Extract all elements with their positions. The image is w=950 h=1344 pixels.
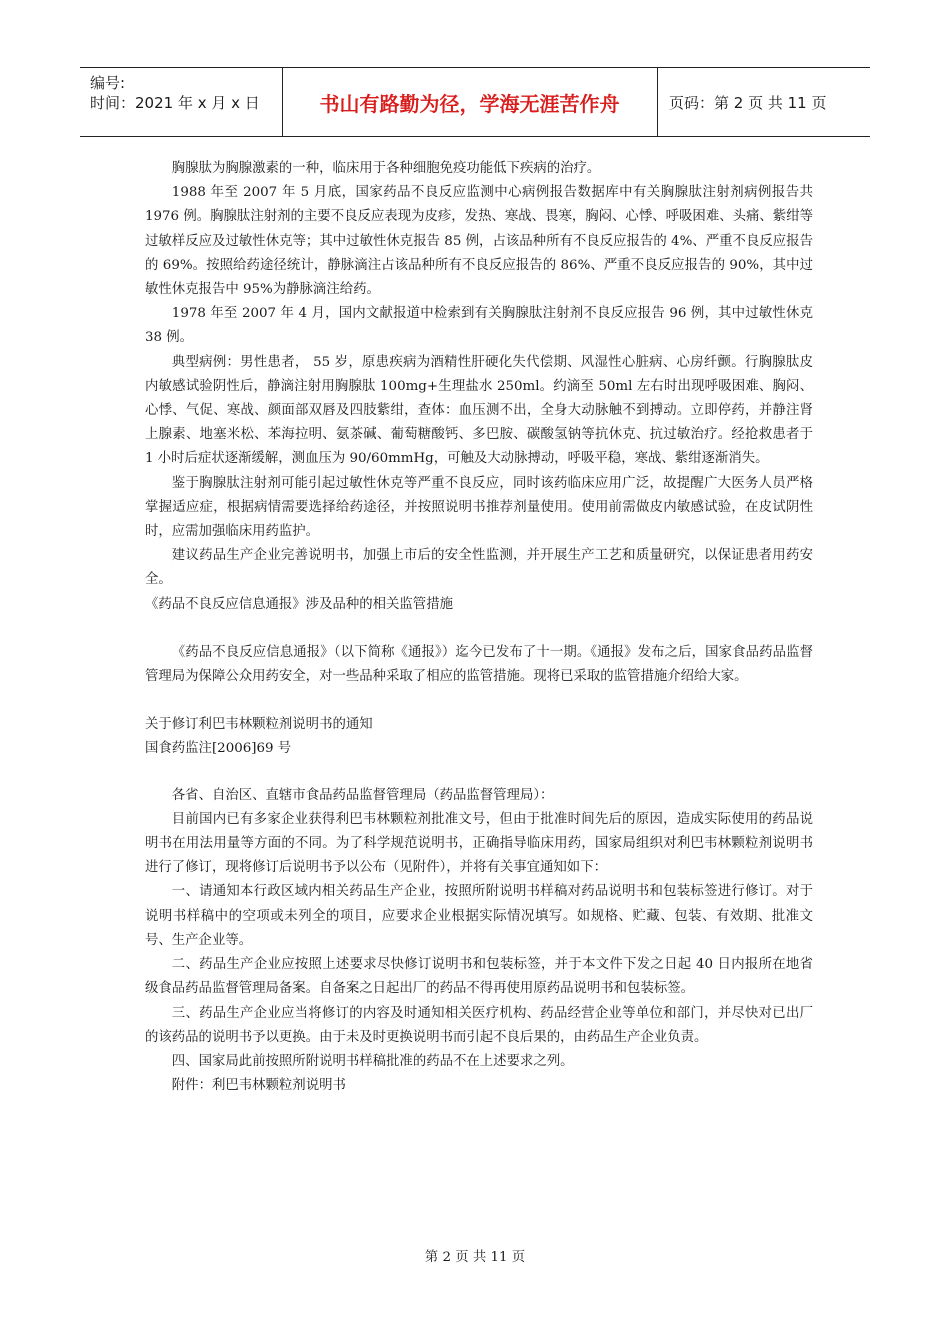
paragraph: 1978 年至 2007 年 4 月，国内文献报道中检索到有关胸腺肽注射剂不良反应报告 96 例，其中过敏性休克 38 例。 xyxy=(145,306,813,346)
page-header xyxy=(80,67,870,137)
header-meta xyxy=(80,68,283,136)
paragraph: 典型病例：男性患者， 55 岁，原患疾病为酒精性肝硬化失代偿期、风湿性心脏病、心房纤颤。行胸腺肽皮内敏感试验阴性后，静滴注射用胸腺肽 100mg+生理盐水 250ml。约滴至 50ml 左右时出现呼吸困难、胸闷、心悸、气促、寒战、颜面部双唇及四肢紫绀，查体：血压测不出，全身大动脉触不到搏动。立即停药，并静注肾上腺素、地塞米松、苯海拉明、氨茶碱、葡萄糖酸钙、多巴胺、碳酸氢钠等抗休克、抗过敏治疗。经抢救患者于 1 小时后症状逐渐缓解，测血压为 90/60mmHg，可触及大动脉搏动，呼吸平稳，寒战、紫绀逐渐消失。 xyxy=(145,354,813,467)
spacer xyxy=(145,689,813,713)
attachment-line: 附件：利巴韦林颗粒剂说明书 xyxy=(171,1078,346,1094)
intro-paragraph: 《药品不良反应信息通报》（以下简称《通报》）迄今已发布了十一期。《通报》发布之后，国家食品药品监督管理局为保障公众用药安全，对一些品种采取了相应的监管措施。现将已采取的监管措施介绍给大家。 xyxy=(145,644,813,685)
document-body xyxy=(145,157,813,1098)
header-motto: 书山有路勤为径，学海无涯苦作舟 xyxy=(282,68,658,136)
section-title: 《药品不良反应信息通报》涉及品种的相关监管措施 xyxy=(145,596,453,612)
notice-paragraph: 三、药品生产企业应当将修订的内容及时通知相关医疗机构、药品经营企业等单位和部门，并尽快对已出厂的该药品的说明书予以更换。由于未及时更换说明书而引起不良后果的，由药品生产企业负责。 xyxy=(145,1005,813,1045)
notice-paragraph: 一、请通知本行政区域内相关药品生产企业，按照所附说明书样稿对药品说明书和包装标签进行修订。对于说明书样稿中的空项或未列全的项目，应要求企业根据实际情况填写。如规格、贮藏、包装、有效期、批准文号、生产企业等。 xyxy=(145,884,813,948)
notice-title: 关于修订利巴韦林颗粒剂说明书的通知 xyxy=(145,717,373,733)
notice-paragraph: 目前国内已有多家企业获得利巴韦林颗粒剂批准文号，但由于批准时间先后的原因，造成实际使用的药品说明书在用法用量等方面的不同。为了科学规范说明书，正确指导临床用药，国家局组织对利巴韦林颗粒剂说明书进行了修订，现将修订后说明书予以公布（见附件），并将有关事宜通知如下： xyxy=(145,811,813,876)
paragraph: 1988 年至 2007 年 5 月底，国家药品不良反应监测中心病例报告数据库中有关胸腺肽注射剂病例报告共 1976 例。胸腺肽注射剂的主要不良反应表现为皮疹，发热、寒战、畏寒，胸闷、心悸、呼吸困难、头痛、紫绀等过敏样反应及过敏性休克等；其中过敏性休克报告 85 例，占该品种所有不良反应报告的 4%、严重不良反应报告的 69%。按照给药途径统计，静脉滴注占该品种所有不良反应报告的 86%、严重不良反应报告的 90%，其中过敏性休克报告中 95%为静脉滴注给药。 xyxy=(145,185,813,298)
notice-paragraph: 二、药品生产企业应按照上述要求尽快修订说明书和包装标签，并于本文件下发之日起 40 日内报所在地省级食品药品监督管理局备案。自备案之日起出厂的药品不得再使用原药品说明书和包装标签。 xyxy=(145,957,813,997)
spacer xyxy=(145,617,813,641)
code-label: 编号: xyxy=(90,74,126,92)
page-footer: 第 2 页 共 11 页 xyxy=(424,1250,526,1265)
paragraph: 鉴于胸腺肽注射剂可能引起过敏性休克等严重不良反应，同时该药临床应用广泛，故提醒广大医务人员严格掌握适应症，根据病情需要选择给药途径，并按照说明书推荐剂量使用。使用前需做皮内敏感试验，在皮试阴性时，应需加强临床用药监护。 xyxy=(145,475,813,540)
spacer xyxy=(145,762,813,784)
notice-paragraph: 四、国家局此前按照所附说明书样稿批准的药品不在上述要求之列。 xyxy=(171,1053,574,1069)
notice-number: 国食药监注[2006]69 号 xyxy=(145,741,292,757)
addressee: 各省、自治区、直辖市食品药品监督管理局（药品监督管理局）： xyxy=(171,787,554,803)
header-page-label: 页码：第 2 页 共 11 页 xyxy=(669,93,827,112)
paragraph: 建议药品生产企业完善说明书，加强上市后的安全性监测，并开展生产工艺和质量研究，以保证患者用药安全。 xyxy=(145,548,813,588)
time-label: 时间：2021 年 x 月 x 日 xyxy=(90,94,260,112)
paragraph: 胸腺肽为胸腺激素的一种，临床用于各种细胞免疫功能低下疾病的治疗。 xyxy=(171,161,601,176)
